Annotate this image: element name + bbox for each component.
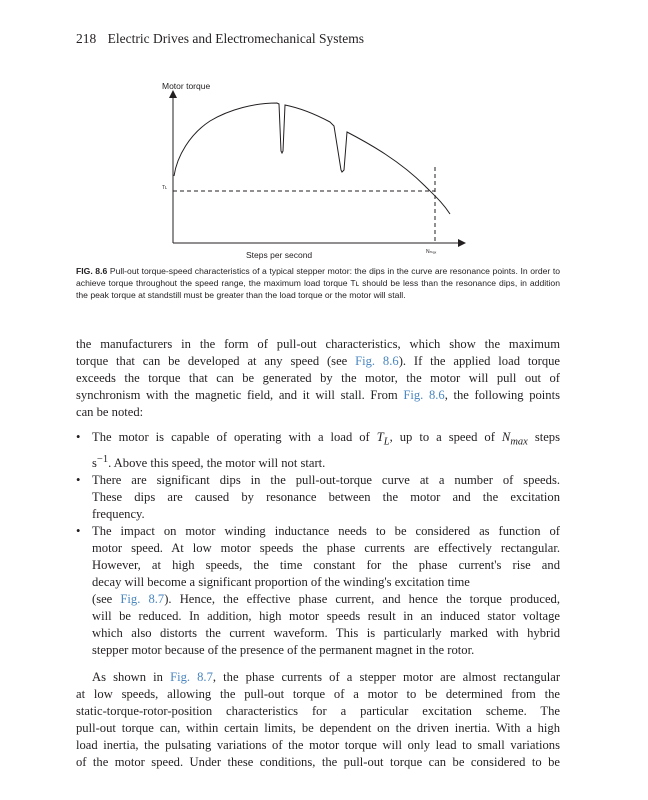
paragraph-2 bbox=[76, 669, 560, 771]
max-speed-symbol: N bbox=[501, 430, 511, 444]
fig-8-6-link[interactable]: Fig. 8.6 bbox=[355, 354, 399, 368]
subscript: L bbox=[383, 436, 390, 448]
bullet-line bbox=[92, 429, 560, 451]
list-item bbox=[76, 429, 560, 472]
bullet-line: These dips are caused by resonance between the motor and the excitation bbox=[92, 489, 560, 504]
text-run: , the following points bbox=[444, 388, 560, 402]
max-speed-marker: Nₘₐₓ bbox=[426, 249, 437, 255]
paragraph-1-line bbox=[76, 387, 560, 404]
list-item bbox=[76, 523, 560, 659]
text-run: torque that can be developed at any speed (see bbox=[76, 354, 356, 368]
paragraph-1-line: exceeds the torque that can be generated by the motor, the motor will pull out of bbox=[76, 371, 560, 385]
text-run: . Above this speed, the motor will not start. bbox=[108, 455, 326, 470]
caption-text: Pull-out torque-speed characteristics of a typical stepper motor: the dips in the curve are resonance points. In order to achieve torque throughout the speed range, the maximum load torque Tʟ should be less than the resonance dips, in addition the peak torque at standstill must be greater than the load torque or the motor will stall. bbox=[76, 266, 561, 301]
fig-8-6-link[interactable]: Fig. 8.6 bbox=[403, 388, 445, 402]
text-run: ). If the applied load torque bbox=[398, 354, 561, 368]
paragraph-1 bbox=[76, 336, 560, 421]
paragraph-2-line bbox=[76, 669, 560, 686]
list-item bbox=[76, 472, 560, 523]
bullet-line: stepper motor because of the presence of the permanent magnet in the rotor. bbox=[92, 642, 475, 657]
page-number: 218 bbox=[76, 31, 97, 46]
book-title: Electric Drives and Electromechanical Systems bbox=[107, 31, 365, 46]
bullet-line: However, at high speeds, the time constant for the phase current's rise and bbox=[92, 557, 560, 572]
bullet-dot: • bbox=[76, 523, 81, 538]
fig-8-7-link[interactable]: Fig. 8.7 bbox=[120, 591, 165, 606]
paragraph-2-line: static-torque-rotor-position characteristics for a particular excitation scheme. The bbox=[76, 703, 560, 718]
bullet-line: motor speed. At low motor speeds the phase currents are effectively rectangular. bbox=[92, 540, 560, 555]
paragraph-1-line bbox=[76, 353, 560, 370]
text-run: s bbox=[92, 455, 97, 470]
bullet-dot: • bbox=[76, 472, 81, 487]
text-run: ). Hence, the effective phase current, and hence the torque produced, bbox=[164, 591, 560, 606]
text-run: (see bbox=[92, 591, 121, 606]
body-text bbox=[76, 336, 560, 771]
load-torque-marker: Tʟ bbox=[162, 185, 168, 191]
x-axis-label: Steps per second bbox=[246, 250, 313, 260]
bullet-line: decay will become a significant proportion of the winding's excitation time bbox=[92, 574, 470, 589]
caption-label: FIG. 8.6 bbox=[76, 266, 108, 276]
text-run: steps bbox=[527, 430, 561, 444]
bullet-line: which also distorts the current waveform. This is particularly marked with hybrid bbox=[92, 625, 560, 640]
load-torque-symbol: T bbox=[376, 430, 384, 444]
text-run: , up to a speed of bbox=[389, 430, 502, 444]
bullet-list bbox=[76, 429, 560, 659]
text-run: synchronism with the magnetic field, and it will stall. From bbox=[76, 388, 404, 402]
bullet-dot: • bbox=[76, 430, 81, 444]
bullet-line: There are significant dips in the pull-out-torque curve at a number of speeds. bbox=[92, 472, 560, 487]
figure-caption bbox=[76, 265, 560, 302]
pull-out-torque-curve bbox=[174, 103, 450, 214]
superscript: −1 bbox=[96, 453, 109, 465]
paragraph-1-line: can be noted: bbox=[76, 405, 144, 419]
bullet-line: frequency. bbox=[92, 506, 145, 521]
torque-speed-chart bbox=[150, 76, 480, 264]
figure-8-6 bbox=[150, 76, 480, 264]
bullet-line: will be reduced. In addition, high motor speeds result in an induced stator voltage bbox=[92, 608, 560, 623]
bullet-line bbox=[92, 451, 560, 472]
y-axis-label: Motor torque bbox=[162, 81, 211, 91]
text-run: , the phase currents of a stepper motor are almost rectangular bbox=[212, 669, 561, 684]
bullet-line bbox=[92, 591, 560, 608]
paragraph-2-line: of the motor speed. Under these conditions, the pull-out torque can be considered to be bbox=[76, 754, 560, 769]
text-run: As shown in bbox=[92, 669, 171, 684]
paragraph-2-line: pull-out torque can, within certain limits, be dependent on the driven inertia. With a high bbox=[76, 720, 560, 735]
text-run: The motor is capable of operating with a load of bbox=[92, 430, 377, 444]
paragraph-2-line: at low speeds, allowing the pull-out torque of a motor to be determined from the bbox=[76, 686, 560, 701]
bullet-line: The impact on motor winding inductance needs to be considered as function of bbox=[92, 523, 560, 538]
subscript: max bbox=[510, 436, 528, 448]
running-head bbox=[76, 31, 364, 47]
fig-8-7-link[interactable]: Fig. 8.7 bbox=[170, 669, 213, 684]
paragraph-1-line: the manufacturers in the form of pull-out characteristics, which show the maximum bbox=[76, 337, 560, 351]
paragraph-2-line: load inertia, the pulsating variations of the motor torque will only lead to small variations bbox=[76, 737, 560, 752]
